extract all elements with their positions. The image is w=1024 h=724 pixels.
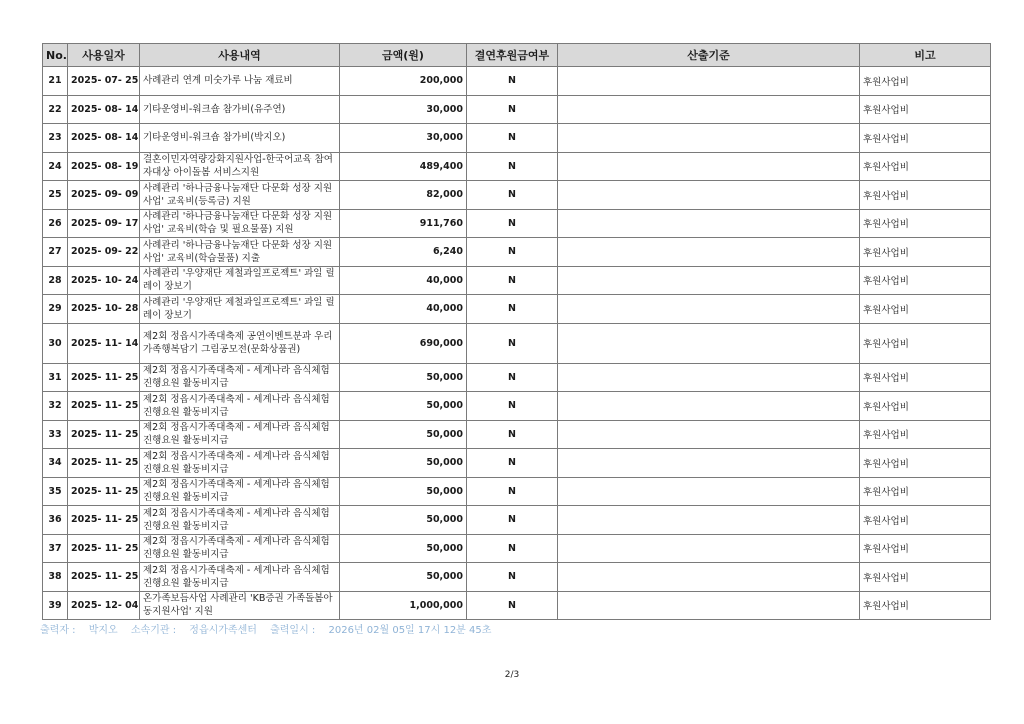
row-amount: 30,000 [340,95,467,124]
table-row [43,181,991,210]
row-description: 사례관리 '하나금융나눔재단 다문화 성장 지원사업' 교육비(등록금) 지원 [140,181,340,210]
row-number: 37 [43,534,68,563]
row-description: 사례관리 연계 미숫가루 나눔 재료비 [140,67,340,96]
row-amount: 40,000 [340,266,467,295]
row-date: 2025- 11- 25 [68,449,140,478]
row-description: 사례관리 '우양재단 제철과일프로젝트' 과일 릴레이 장보기 [140,295,340,324]
row-calculation-basis [558,323,860,363]
row-sponsorship-flag: N [467,392,558,421]
row-sponsorship-flag: N [467,238,558,267]
printer-label: 출력자 : [40,625,76,636]
row-sponsorship-flag: N [467,477,558,506]
row-number: 29 [43,295,68,324]
row-amount: 40,000 [340,295,467,324]
row-date: 2025- 10- 28 [68,295,140,324]
row-number: 22 [43,95,68,124]
row-sponsorship-flag: N [467,67,558,96]
row-description: 사례관리 '우양재단 제철과일프로젝트' 과일 릴레이 장보기 [140,266,340,295]
printer-name: 박지오 [88,625,118,636]
row-sponsorship-flag: N [467,181,558,210]
row-number: 26 [43,209,68,238]
row-number: 32 [43,392,68,421]
row-sponsorship-flag: N [467,152,558,181]
header-description: 사용내역 [140,44,340,67]
row-sponsorship-flag: N [467,506,558,535]
table-row [43,420,991,449]
table-row [43,67,991,96]
row-note: 후원사업비 [860,95,991,124]
row-note: 후원사업비 [860,534,991,563]
table-row [43,534,991,563]
row-note: 후원사업비 [860,124,991,153]
row-description: 제2회 정읍시가족대축제 - 세계나라 음식체험 진행요원 활동비지급 [140,420,340,449]
row-number: 25 [43,181,68,210]
row-calculation-basis [558,238,860,267]
row-calculation-basis [558,67,860,96]
table-row [43,392,991,421]
header-calculation-basis: 산출기준 [558,44,860,67]
row-date: 2025- 09- 22 [68,238,140,267]
table-row [43,95,991,124]
row-number: 23 [43,124,68,153]
row-number: 39 [43,591,68,620]
row-note: 후원사업비 [860,363,991,392]
row-amount: 200,000 [340,67,467,96]
org-label: 소속기관 : [130,625,177,636]
row-description: 제2회 정읍시가족대축제 - 세계나라 음식체험 진행요원 활동비지급 [140,449,340,478]
table-row [43,266,991,295]
row-sponsorship-flag: N [467,295,558,324]
table-row [43,477,991,506]
row-amount: 50,000 [340,563,467,592]
row-description: 제2회 정읍시가족대축제 - 세계나라 음식체험 진행요원 활동비지급 [140,563,340,592]
row-number: 31 [43,363,68,392]
row-calculation-basis [558,181,860,210]
row-note: 후원사업비 [860,238,991,267]
row-date: 2025- 08- 14 [68,124,140,153]
row-amount: 50,000 [340,477,467,506]
header-note: 비고 [860,44,991,67]
row-date: 2025- 07- 25 [68,67,140,96]
row-calculation-basis [558,506,860,535]
row-amount: 911,760 [340,209,467,238]
table-row [43,152,991,181]
row-calculation-basis [558,152,860,181]
row-sponsorship-flag: N [467,323,558,363]
row-note: 후원사업비 [860,152,991,181]
table-row [43,563,991,592]
row-number: 28 [43,266,68,295]
row-amount: 6,240 [340,238,467,267]
row-note: 후원사업비 [860,323,991,363]
table-row [43,363,991,392]
row-description: 기타운영비-워크숍 참가비(유주연) [140,95,340,124]
row-date: 2025- 09- 09 [68,181,140,210]
row-date: 2025- 10- 24 [68,266,140,295]
table-row [43,124,991,153]
row-sponsorship-flag: N [467,95,558,124]
row-amount: 50,000 [340,363,467,392]
page-number: 2/3 [504,670,520,680]
row-amount: 50,000 [340,449,467,478]
row-note: 후원사업비 [860,449,991,478]
row-number: 30 [43,323,68,363]
table-row [43,209,991,238]
row-note: 후원사업비 [860,295,991,324]
row-sponsorship-flag: N [467,449,558,478]
row-sponsorship-flag: N [467,266,558,295]
row-note: 후원사업비 [860,181,991,210]
row-note: 후원사업비 [860,591,991,620]
row-calculation-basis [558,295,860,324]
row-amount: 50,000 [340,534,467,563]
row-calculation-basis [558,209,860,238]
row-date: 2025- 11- 25 [68,363,140,392]
row-calculation-basis [558,449,860,478]
row-amount: 1,000,000 [340,591,467,620]
table-row [43,323,991,363]
row-date: 2025- 11- 25 [68,506,140,535]
table-header-row [43,44,991,67]
row-note: 후원사업비 [860,209,991,238]
row-sponsorship-flag: N [467,363,558,392]
header-amount: 금액(원) [340,44,467,67]
row-note: 후원사업비 [860,67,991,96]
row-number: 27 [43,238,68,267]
row-description: 제2회 정읍시가족대축제 공연이벤트분과 우리가족행복담기 그림공모전(문화상품권) [140,323,340,363]
table-row [43,449,991,478]
table-row [43,591,991,620]
row-note: 후원사업비 [860,506,991,535]
row-date: 2025- 11- 25 [68,534,140,563]
row-amount: 50,000 [340,392,467,421]
row-description: 결혼이민자역량강화지원사업-한국어교육 참여자대상 아이돌봄 서비스지원 [140,152,340,181]
row-description: 제2회 정읍시가족대축제 - 세계나라 음식체험 진행요원 활동비지급 [140,534,340,563]
print-time-label: 출력일시 : [270,625,316,636]
header-date: 사용일자 [68,44,140,67]
row-calculation-basis [558,363,860,392]
table-row [43,238,991,267]
row-calculation-basis [558,591,860,620]
row-amount: 50,000 [340,420,467,449]
row-number: 33 [43,420,68,449]
row-calculation-basis [558,95,860,124]
row-date: 2025- 11- 25 [68,392,140,421]
row-date: 2025- 09- 17 [68,209,140,238]
row-sponsorship-flag: N [467,591,558,620]
row-description: 제2회 정읍시가족대축제 - 세계나라 음식체험 진행요원 활동비지급 [140,392,340,421]
row-date: 2025- 11- 25 [68,563,140,592]
row-calculation-basis [558,124,860,153]
expense-table [42,43,991,620]
row-calculation-basis [558,266,860,295]
row-number: 34 [43,449,68,478]
row-description: 사례관리 '하나금융나눔재단 다문화 성장 지원사업' 교육비(학습 및 필요물품) 지원 [140,209,340,238]
print-time-value: 2026년 02월 05일 17시 12분 45초 [328,625,492,636]
row-calculation-basis [558,420,860,449]
row-sponsorship-flag: N [467,124,558,153]
row-number: 36 [43,506,68,535]
row-amount: 489,400 [340,152,467,181]
row-sponsorship-flag: N [467,420,558,449]
row-date: 2025- 11- 25 [68,477,140,506]
row-date: 2025- 11- 25 [68,420,140,449]
row-date: 2025- 12- 04 [68,591,140,620]
org-name: 정읍시가족센터 [189,625,257,636]
row-sponsorship-flag: N [467,563,558,592]
row-amount: 30,000 [340,124,467,153]
header-no: No. [43,44,68,67]
row-date: 2025- 08- 14 [68,95,140,124]
print-info-footer [40,621,501,636]
row-amount: 690,000 [340,323,467,363]
row-date: 2025- 08- 19 [68,152,140,181]
row-note: 후원사업비 [860,563,991,592]
row-number: 21 [43,67,68,96]
row-calculation-basis [558,392,860,421]
row-calculation-basis [558,534,860,563]
row-number: 38 [43,563,68,592]
row-sponsorship-flag: N [467,209,558,238]
row-amount: 82,000 [340,181,467,210]
row-description: 제2회 정읍시가족대축제 - 세계나라 음식체험 진행요원 활동비지급 [140,477,340,506]
table-row [43,295,991,324]
row-description: 사례관리 '하나금융나눔재단 다문화 성장 지원사업' 교육비(학습물품) 지출 [140,238,340,267]
row-description: 제2회 정읍시가족대축제 - 세계나라 음식체험 진행요원 활동비지급 [140,363,340,392]
row-sponsorship-flag: N [467,534,558,563]
row-calculation-basis [558,563,860,592]
row-note: 후원사업비 [860,392,991,421]
row-description: 온가족보듬사업 사례관리 'KB증권 가족돌봄아동지원사업' 지원 [140,591,340,620]
row-date: 2025- 11- 14 [68,323,140,363]
row-description: 기타운영비-워크숍 참가비(박지오) [140,124,340,153]
row-number: 35 [43,477,68,506]
row-amount: 50,000 [340,506,467,535]
row-number: 24 [43,152,68,181]
row-note: 후원사업비 [860,266,991,295]
row-note: 후원사업비 [860,477,991,506]
row-calculation-basis [558,477,860,506]
header-sponsorship-flag: 결연후원금여부 [467,44,558,67]
row-description: 제2회 정읍시가족대축제 - 세계나라 음식체험 진행요원 활동비지급 [140,506,340,535]
row-note: 후원사업비 [860,420,991,449]
table-row [43,506,991,535]
